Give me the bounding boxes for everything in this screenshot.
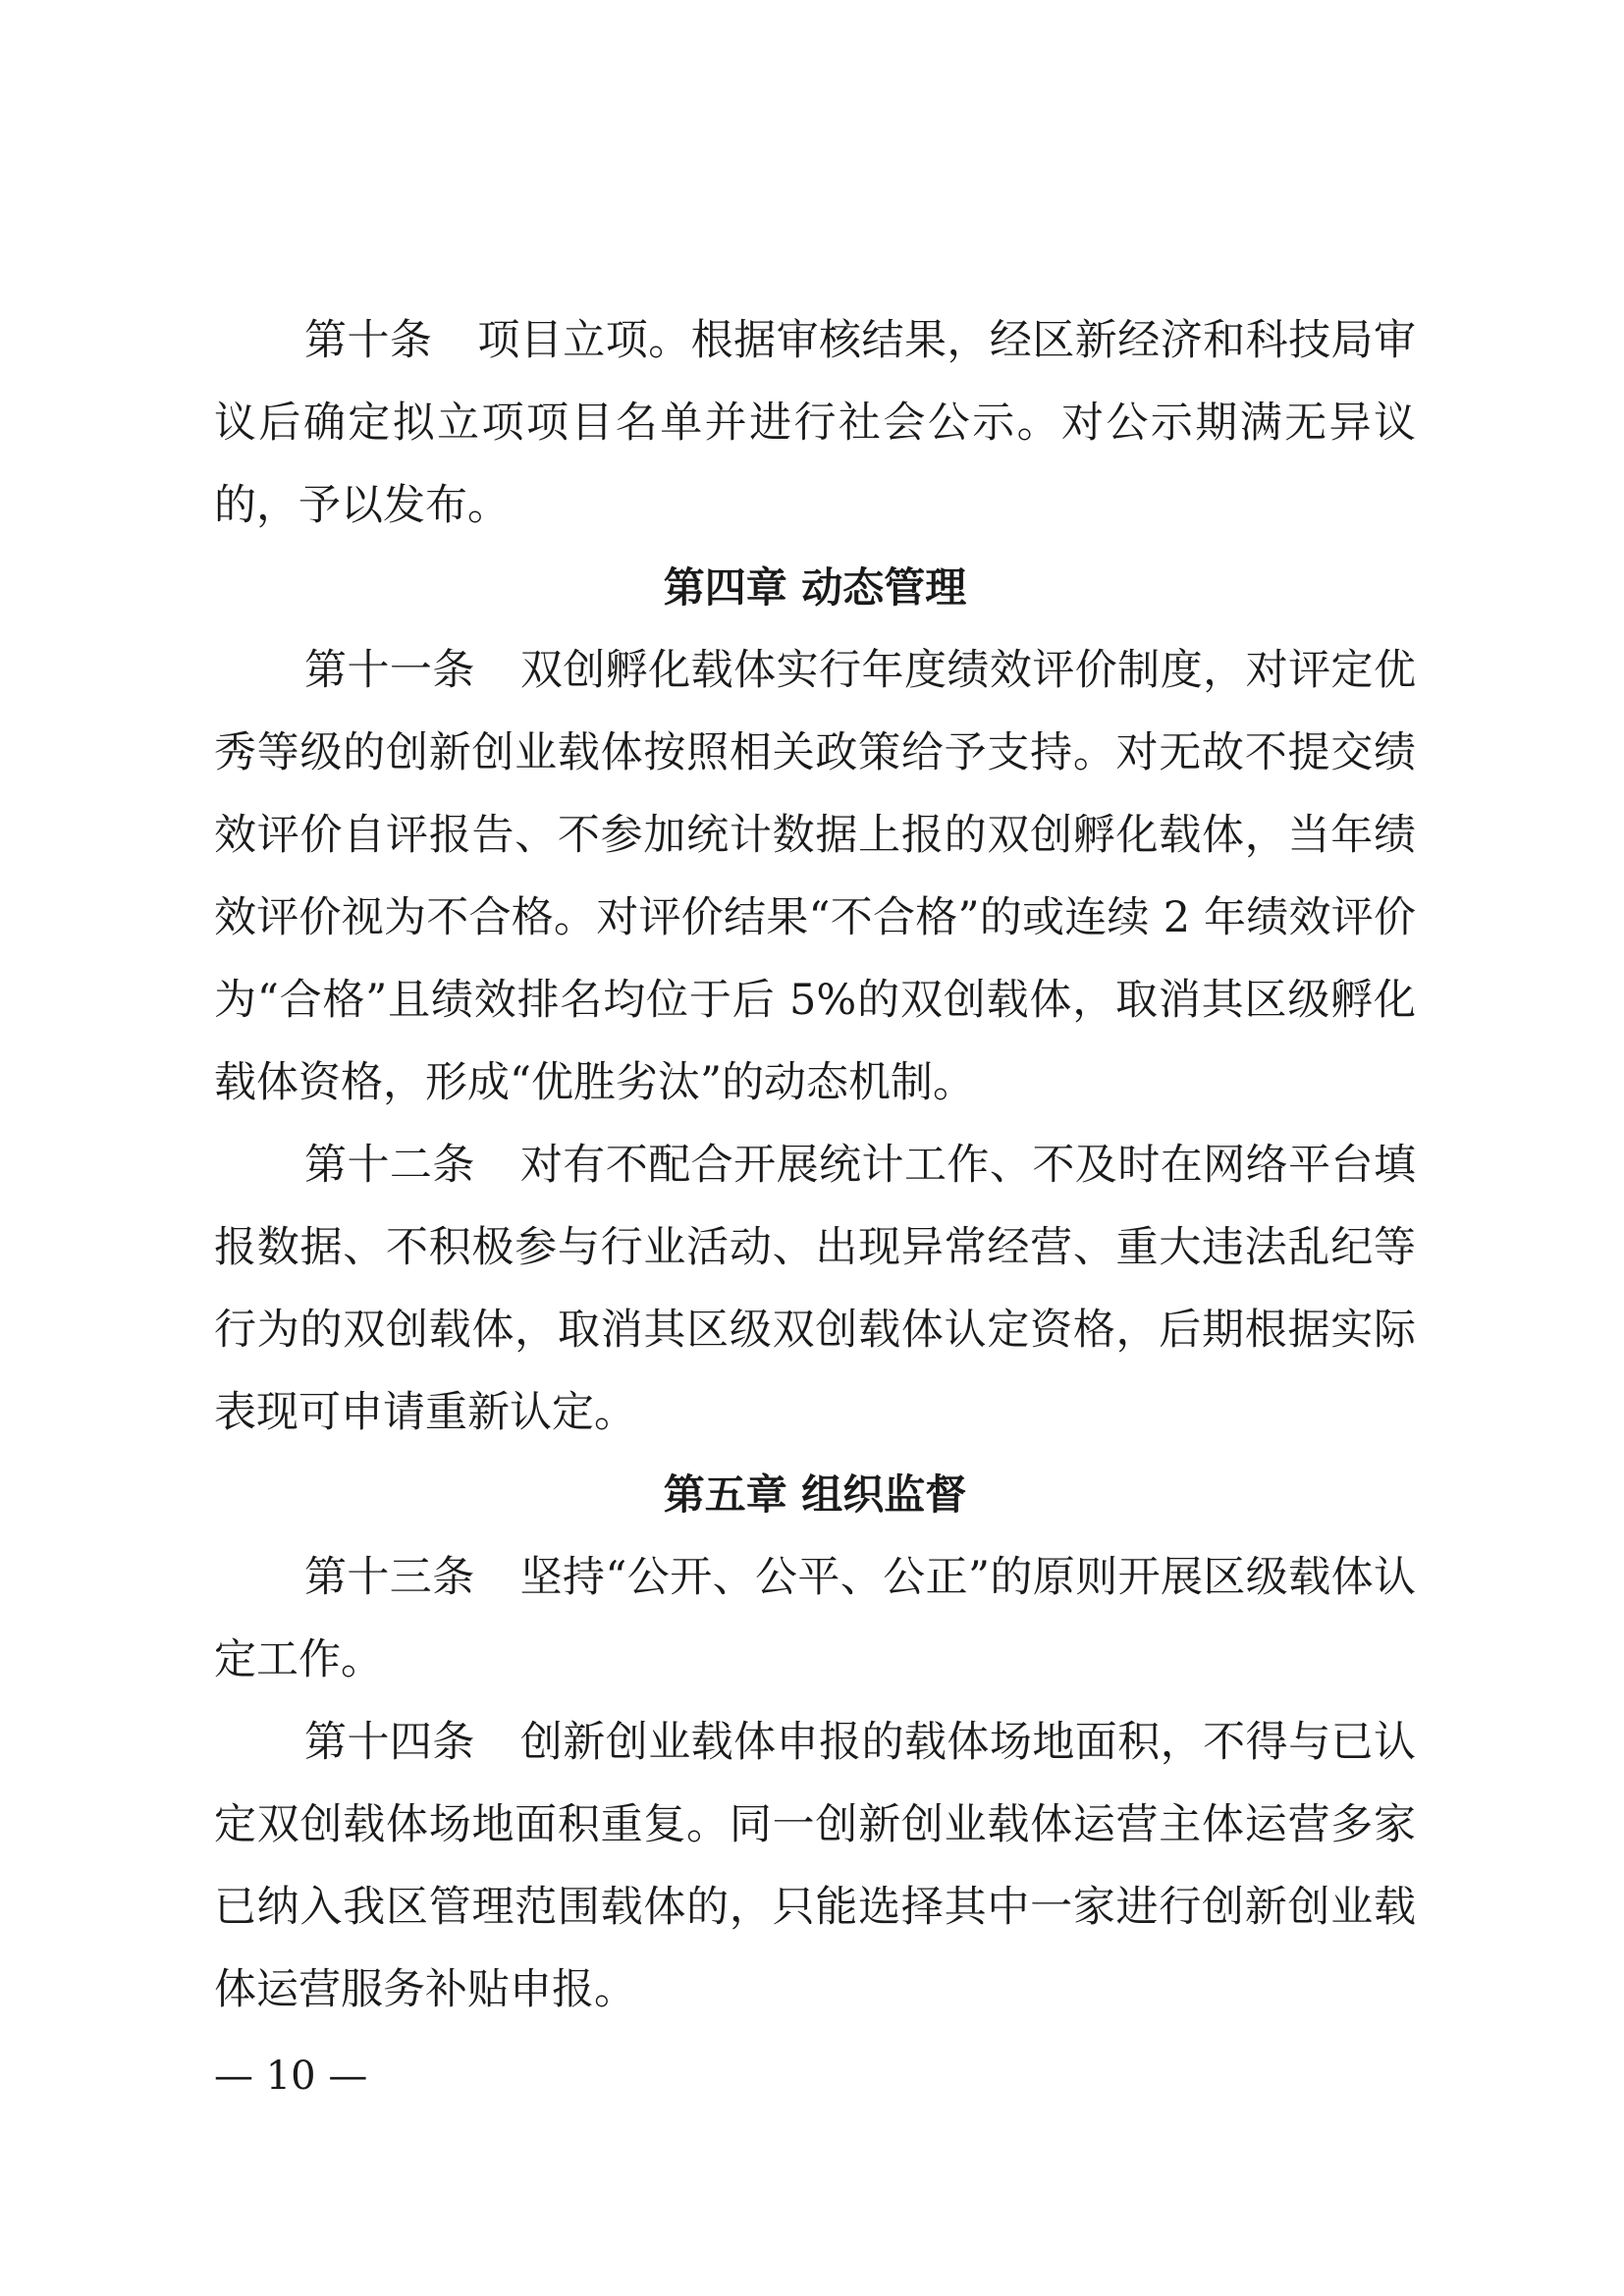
paragraph-line: 第十条 项目立项。根据审核结果，经区新经济和科技局审 [304,316,1416,365]
article-14 [214,1701,1416,2031]
paragraph-line: 报数据、不积极参与行业活动、出现异常经营、重大违法乱纪等 [214,1223,1416,1272]
article-12 [214,1124,1416,1454]
article-10 [214,299,1416,547]
paragraph-line: 第十二条 对有不配合开展统计工作、不及时在网络平台填 [304,1141,1416,1190]
paragraph-line: 议后确定拟立项项目名单并进行社会公示。对公示期满无异议 [214,399,1416,448]
page-number: — 10 — [214,2054,368,2099]
article-13 [214,1536,1416,1701]
article-number: 第十二条 [304,1141,475,1190]
paragraph-line: 行为的双创载体，取消其区级双创载体认定资格，后期根据实际 [214,1306,1416,1355]
paragraph-line: 定工作。 [214,1635,383,1684]
paragraph-line: 定双创载体场地面积重复。同一创新创业载体运营主体运营多家 [214,1800,1416,1849]
article-number: 第十条 [304,316,433,365]
paragraph-line: 已纳入我区管理范围载体的，只能选择其中一家进行创新创业载 [214,1883,1416,1932]
paragraph-line: 的，予以发布。 [214,481,510,530]
paragraph-line: 第十四条 创新创业载体申报的载体场地面积，不得与已认 [304,1718,1416,1767]
article-number: 第十四条 [304,1718,475,1767]
article-11 [214,629,1416,1124]
paragraph-line: 秀等级的创新创业载体按照相关政策给予支持。对无故不提交绩 [214,728,1416,777]
chapter-heading: 第五章 组织监督 [663,1470,967,1519]
paragraph-line: 为“合格”且绩效排名均位于后 5%的双创载体，取消其区级孵化 [214,976,1416,1025]
paragraph-line: 载体资格，形成“优胜劣汰”的动态机制。 [214,1058,975,1107]
paragraph-line: 效评价视为不合格。对评价结果“不合格”的或连续 2 年绩效评价 [214,893,1416,942]
paragraph-line: 效评价自评报告、不参加统计数据上报的双创孵化载体，当年绩 [214,811,1416,860]
paragraph-line: 表现可申请重新认定。 [214,1388,636,1437]
paragraph-line: 第十三条 坚持“公开、公平、公正”的原则开展区级载体认 [304,1553,1416,1602]
article-number: 第十三条 [304,1553,475,1602]
paragraph-line: 第十一条 双创孵化载体实行年度绩效评价制度，对评定优 [304,646,1416,695]
paragraph-line: 体运营服务补贴申报。 [214,1965,636,2014]
chapter-heading: 第四章 动态管理 [663,563,967,612]
article-number: 第十一条 [304,646,475,695]
